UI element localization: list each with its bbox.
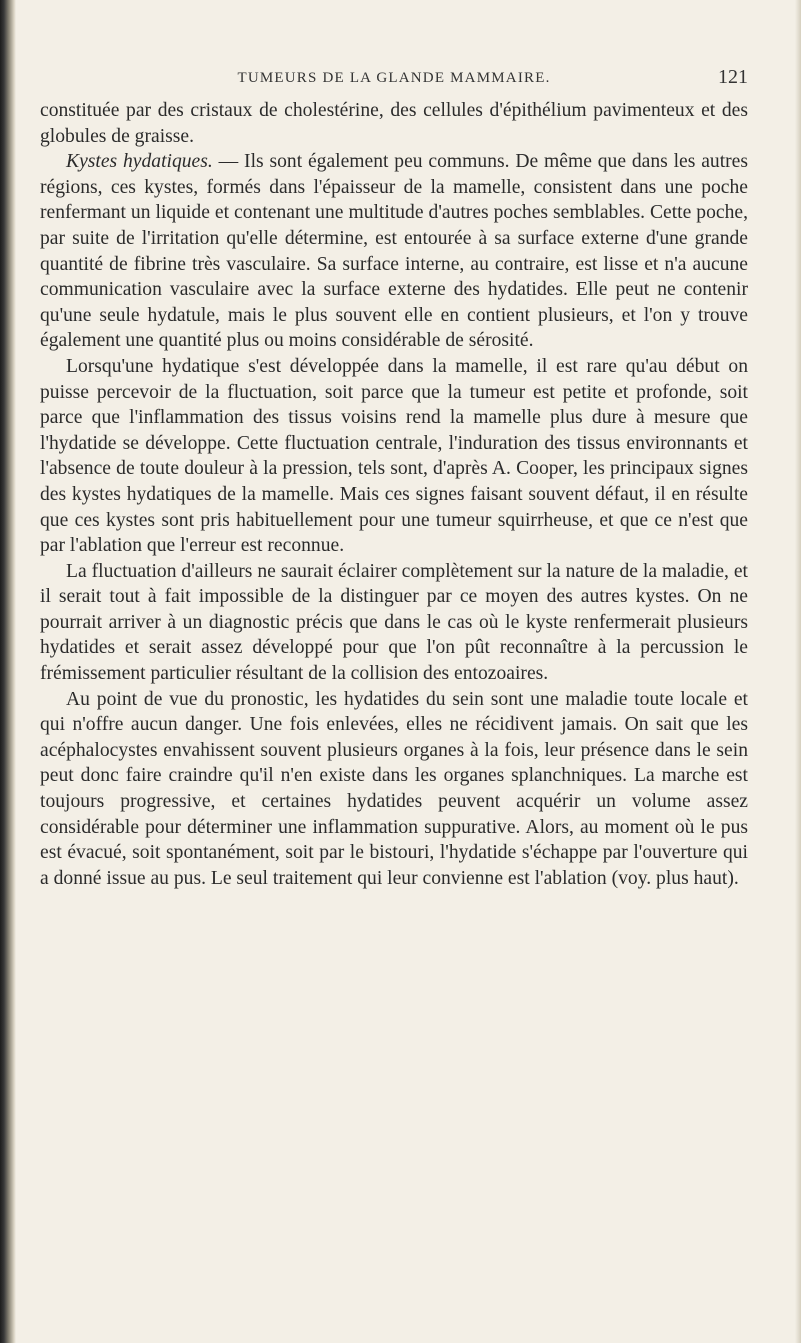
page-right-edge [795,0,801,1343]
running-title: TUMEURS DE LA GLANDE MAMMAIRE. [237,70,551,86]
book-page [40,66,748,891]
page-number: 121 [718,66,748,88]
section-heading-kystes-hydatiques: Kystes hydatiques. [66,151,213,173]
paragraph-fluctuation-signs: Lorsqu'une hydatique s'est développée dans la mamelle, il est rare qu'au début on puisse percevoir de la fluctuation, soit parce que la tumeur est petite et profonde, soit parce que l'inflammation des tissus voisins rend la mamelle plus dure à mesure que l'hydatide se développe. Cette fluctuation centrale, l'induration des tissus environnants et l'absence de toute douleur à la pression, tels sont, d'après A. Cooper, les principaux signes des kystes hydatiques de la mamelle. Mais ces signes faisant souvent défaut, il en résulte que ces kystes sont pris habituellement pour une tumeur squirrheuse, et que ce n'est que par l'ablation que l'erreur est reconnue. [40,355,748,557]
book-binding-edge [0,0,16,1343]
paragraph-continuation: constituée par des cristaux de cholestérine, des cellules d'épithélium pavimenteux et des globules de graisse. [40,100,748,147]
paragraph-kystes-hydatiques [40,149,748,354]
running-head [40,66,748,94]
paragraph-pronostic: Au point de vue du pronostic, les hydatides du sein sont une maladie toute locale et qui n'offre aucun danger. Une fois enlevées, elles ne récidivent jamais. On sait que les acéphalocystes envahissent souvent plusieurs organes à la fois, leur présence dans le sein peut donc faire craindre qu'il n'en existe dans les organes splanchniques. La marche est toujours progressive, et certaines hydatides peuvent acquérir un volume assez considérable pour déterminer une inflammation suppurative. Alors, au moment où le pus est évacué, soit spontanément, soit par le bistouri, l'hydatide s'échappe par l'ouverture qui a donné issue au pus. Le seul traitement qui leur convienne est l'ablation (voy. plus haut). [40,688,748,889]
paragraph-kystes-text: — Ils sont également peu communs. De même que dans les autres régions, ces kystes, formés dans l'épaisseur de la mamelle, consistent dans une poche renfermant un liquide et contenant une multitude d'autres poches semblables. Cette poche, par suite de l'irritation qu'elle détermine, est entourée à sa surface externe d'une grande quantité de fibrine très vasculaire. Sa surface interne, au contraire, est lisse et n'a aucune communication vasculaire avec la surface externe des hydatides. Elle peut ne contenir qu'une seule hydatule, mais le plus souvent elle en contient plusieurs, et l'on y trouve également une quantité plus ou moins considérable de sérosité. [40,151,749,352]
paragraph-diagnostic: La fluctuation d'ailleurs ne saurait éclairer complètement sur la nature de la maladie, et il serait tout à fait impossible de la distinguer par ce moyen des autres kystes. On ne pourrait arriver à un diagnostic précis que dans le cas où le kyste renfermerait plusieurs hydatides et serait assez développé pour que l'on pût reconnaître à la percussion le frémissement particulier résultant de la collision des entozoaires. [40,560,748,685]
body-text [40,98,748,891]
